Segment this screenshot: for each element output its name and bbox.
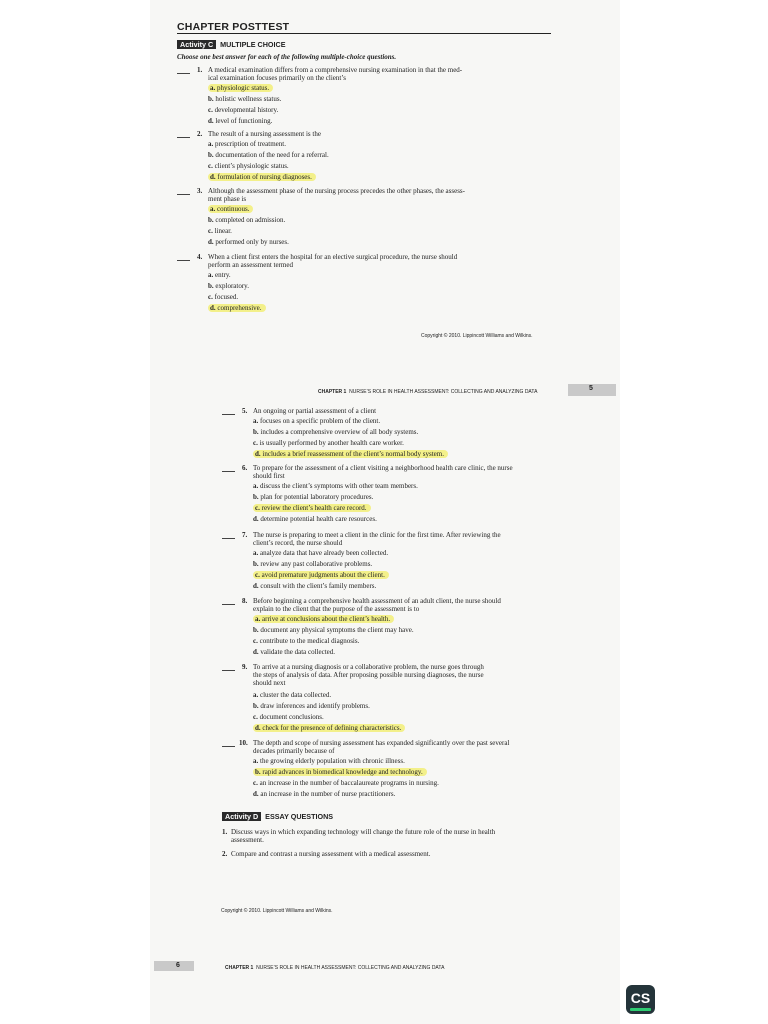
answer-blank[interactable] [177, 137, 190, 138]
option-text: analyze data that have already been collected. [260, 549, 389, 557]
question-6 [222, 464, 612, 530]
activity-d-title: ESSAY QUESTIONS [265, 812, 334, 821]
activity-c-heading [177, 40, 286, 49]
stem-line: A medical examination differs from a comprehensive nursing examination in that the med- [208, 66, 463, 74]
activity-d-heading [222, 812, 333, 821]
question-1 [177, 66, 557, 126]
question-number: 3. [197, 187, 203, 195]
question-stem [253, 464, 513, 480]
option-text: check for the presence of defining characteristics. [262, 724, 402, 732]
page-number: 5 [589, 385, 593, 392]
option-letter: a. [208, 140, 214, 148]
option-text: developmental history. [214, 106, 279, 114]
stem-line: explain to the client that the purpose of the assessment is to [253, 605, 420, 614]
question-9 [222, 663, 612, 737]
question-10 [222, 739, 612, 805]
option-letter: d. [253, 582, 259, 590]
highlighted-answer [253, 450, 448, 458]
option-letter: d. [210, 304, 216, 312]
option-text: formulation of nursing diagnoses. [217, 173, 312, 181]
option-letter: a. [253, 417, 259, 425]
header-title: NURSE’S ROLE IN HEALTH ASSESSMENT: COLLECTING AND ANALYZING DATA [256, 965, 445, 971]
option-letter: c. [208, 106, 213, 114]
option-text: includes a comprehensive overview of all body systems. [260, 428, 419, 436]
essay-text [231, 828, 495, 844]
stem-line: decades primarily because of [253, 747, 335, 756]
option-letter: a. [210, 205, 216, 213]
question-stem [253, 531, 501, 547]
option-text: exploratory. [215, 282, 249, 290]
question-stem [208, 130, 321, 138]
options [253, 481, 418, 525]
option-text: consult with the client’s family members. [260, 582, 377, 590]
question-stem [253, 407, 376, 415]
answer-blank[interactable] [222, 471, 235, 472]
option-letter: a. [255, 615, 261, 623]
activity-c-title: MULTIPLE CHOICE [220, 40, 286, 49]
option-letter: a. [208, 271, 214, 279]
question-7 [222, 531, 612, 597]
option-letter: b. [253, 493, 259, 501]
essay-number: 1. [222, 828, 228, 836]
essay-line: assessment. [231, 836, 264, 845]
question-stem [253, 739, 509, 755]
essay-number: 2. [222, 850, 228, 858]
answer-blank[interactable] [222, 670, 235, 671]
option-letter: c. [255, 571, 260, 579]
option-text: focused. [214, 293, 239, 301]
option-text: comprehensive. [217, 304, 262, 312]
option-text: the growing elderly population with chronic illness. [260, 757, 405, 765]
option-letter: d. [253, 515, 259, 523]
question-number: 5. [242, 407, 248, 415]
option-letter: a. [210, 84, 216, 92]
title-rule [177, 33, 551, 34]
essay-line: Discuss ways in which expanding technology will change the future role of the nurse in health [231, 828, 496, 836]
option-text: linear. [214, 227, 232, 235]
question-4 [177, 253, 557, 319]
essay-question-1 [222, 828, 612, 845]
question-number: 10. [239, 739, 248, 747]
instructions: Choose one best answer for each of the following multiple-choice questions. [177, 53, 397, 61]
stem-line: Although the assessment phase of the nursing process precedes the other phases, the assess- [208, 187, 465, 195]
activity-c-badge: Activity C [177, 40, 216, 49]
option-text: avoid premature judgments about the client. [261, 571, 385, 579]
option-text: review any past collaborative problems. [260, 560, 373, 568]
highlighted-answer [208, 84, 273, 92]
option-letter: c. [253, 439, 258, 447]
answer-blank[interactable] [177, 260, 190, 261]
highlighted-answer [253, 768, 427, 776]
stem-line: ical examination focuses primarily on the client’s [208, 74, 347, 83]
question-stem [208, 253, 457, 269]
running-header [225, 965, 444, 971]
options [253, 548, 389, 592]
highlighted-answer [208, 173, 316, 181]
question-number: 9. [242, 663, 248, 671]
question-stem [208, 66, 462, 82]
stem-line: perform an assessment termed [208, 261, 293, 270]
option-text: holistic wellness status. [215, 95, 282, 103]
option-letter: d. [253, 648, 259, 656]
option-letter: d. [208, 117, 214, 125]
option-letter: b. [208, 151, 214, 159]
answer-blank[interactable] [177, 194, 190, 195]
option-text: document conclusions. [259, 713, 324, 721]
stem-line: The nurse is preparing to meet a client in the clinic for the first time. After reviewing the [253, 531, 501, 539]
option-text: arrive at conclusions about the client’s health. [262, 615, 391, 623]
options [253, 756, 439, 800]
question-8 [222, 597, 612, 663]
option-letter: b. [253, 702, 259, 710]
option-text: cluster the data collected. [260, 691, 332, 699]
header-chapter: CHAPTER 1 [225, 965, 254, 971]
option-text: review the client’s health care record. [261, 504, 367, 512]
question-number: 2. [197, 130, 203, 138]
option-text: rapid advances in biomedical knowledge and technology. [262, 768, 423, 776]
stem-line: should first [253, 472, 285, 481]
header-title: NURSE’S ROLE IN HEALTH ASSESSMENT: COLLECTING AND ANALYZING DATA [349, 389, 538, 395]
option-text: performed only by nurses. [215, 238, 289, 246]
highlighted-answer [253, 504, 371, 512]
stem-line: ment phase is [208, 195, 247, 204]
option-text: level of functioning. [215, 117, 273, 125]
answer-blank[interactable] [222, 538, 235, 539]
option-letter: b. [253, 560, 259, 568]
answer-blank[interactable] [222, 604, 235, 605]
option-letter: d. [255, 450, 261, 458]
page-number: 6 [176, 962, 180, 969]
option-letter: b. [208, 216, 214, 224]
highlighted-answer [253, 724, 405, 732]
question-5 [222, 407, 612, 463]
essay-text [231, 850, 430, 858]
option-text: an increase in the number of nurse practitioners. [260, 790, 396, 798]
option-text: entry. [215, 271, 231, 279]
option-letter: b. [253, 626, 259, 634]
highlighted-answer [208, 304, 266, 312]
option-letter: d. [210, 173, 216, 181]
option-letter: c. [253, 779, 258, 787]
stem-line: Before beginning a comprehensive health assessment of an adult client, the nurse should [253, 597, 501, 605]
option-text: continuous. [217, 205, 250, 213]
option-text: draw inferences and identify problems. [260, 702, 370, 710]
stem-line: the steps of analysis of data. After proposing possible nursing diagnoses, the nurse [253, 671, 484, 680]
highlighted-answer [208, 205, 253, 213]
option-letter: c. [208, 227, 213, 235]
question-stem [253, 597, 501, 613]
options [253, 614, 414, 658]
option-text: completed on admission. [215, 216, 286, 224]
option-text: prescription of treatment. [215, 140, 286, 148]
header-chapter: CHAPTER 1 [318, 389, 347, 395]
question-number: 4. [197, 253, 203, 261]
chapter-posttest-title: CHAPTER POSTTEST [177, 21, 290, 33]
stem-line: An ongoing or partial assessment of a client [253, 407, 377, 415]
essay-question-2 [222, 850, 612, 858]
options [253, 690, 405, 734]
option-text: physiologic status. [217, 84, 270, 92]
running-header [318, 389, 537, 395]
options [253, 416, 448, 460]
answer-blank[interactable] [222, 414, 235, 415]
stem-line: The result of a nursing assessment is the [208, 130, 321, 138]
options [208, 139, 329, 183]
options [208, 83, 281, 127]
option-letter: c. [208, 162, 213, 170]
option-text: client’s physiologic status. [214, 162, 289, 170]
highlighted-answer [253, 571, 389, 579]
stem-line: should next [253, 679, 286, 688]
option-letter: c. [253, 713, 258, 721]
stem-line: The depth and scope of nursing assessment has expanded significantly over the past several [253, 739, 510, 747]
stem-line: To prepare for the assessment of a client visiting a neighborhood health care clinic, the nurse [253, 464, 513, 472]
stem-line: client’s record, the nurse should [253, 539, 343, 548]
camscanner-logo-icon: CS [626, 985, 655, 1014]
option-text: an increase in the number of baccalaureate programs in nursing. [259, 779, 439, 787]
option-letter: c. [255, 504, 260, 512]
highlighted-answer [253, 615, 394, 623]
option-letter: b. [255, 768, 261, 776]
question-2 [177, 130, 557, 186]
question-number: 8. [242, 597, 248, 605]
option-text: is usually performed by another health care worker. [259, 439, 404, 447]
option-text: plan for potential laboratory procedures. [260, 493, 374, 501]
option-letter: c. [208, 293, 213, 301]
option-letter: d. [208, 238, 214, 246]
option-letter: a. [253, 482, 259, 490]
option-letter: a. [253, 757, 259, 765]
question-number: 1. [197, 66, 203, 74]
option-letter: b. [208, 95, 214, 103]
copyright-page-1: Copyright © 2010. Lippincott Williams and Wilkins. [421, 333, 533, 339]
page-number-tab [154, 961, 194, 971]
option-letter: b. [208, 282, 214, 290]
option-letter: a. [253, 549, 259, 557]
option-text: focuses on a specific problem of the client. [260, 417, 381, 425]
answer-blank[interactable] [222, 746, 235, 747]
question-number: 6. [242, 464, 248, 472]
option-text: documentation of the need for a referral. [215, 151, 329, 159]
option-text: determine potential health care resources. [260, 515, 377, 523]
question-stem [208, 187, 465, 203]
options [208, 270, 266, 314]
question-3 [177, 187, 557, 251]
option-letter: b. [253, 428, 259, 436]
stem-line: To arrive at a nursing diagnosis or a collaborative problem, the nurse goes through [253, 663, 484, 671]
option-text: discuss the client’s symptoms with other team members. [260, 482, 418, 490]
option-letter: c. [253, 637, 258, 645]
answer-blank[interactable] [177, 73, 190, 74]
option-text: contribute to the medical diagnosis. [259, 637, 360, 645]
question-stem [253, 663, 484, 688]
option-text: validate the data collected. [260, 648, 336, 656]
option-letter: d. [255, 724, 261, 732]
option-letter: a. [253, 691, 259, 699]
option-text: includes a brief reassessment of the client’s normal body system. [262, 450, 444, 458]
question-number: 7. [242, 531, 248, 539]
option-letter: d. [253, 790, 259, 798]
stem-line: When a client first enters the hospital for an elective surgical procedure, the nurse should [208, 253, 458, 261]
option-text: document any physical symptoms the client may have. [260, 626, 414, 634]
activity-d-badge: Activity D [222, 812, 261, 821]
essay-line: Compare and contrast a nursing assessment with a medical assessment. [231, 850, 431, 858]
options [208, 204, 289, 248]
copyright-page-2: Copyright © 2010. Lippincott Williams and Wilkins. [221, 908, 333, 914]
